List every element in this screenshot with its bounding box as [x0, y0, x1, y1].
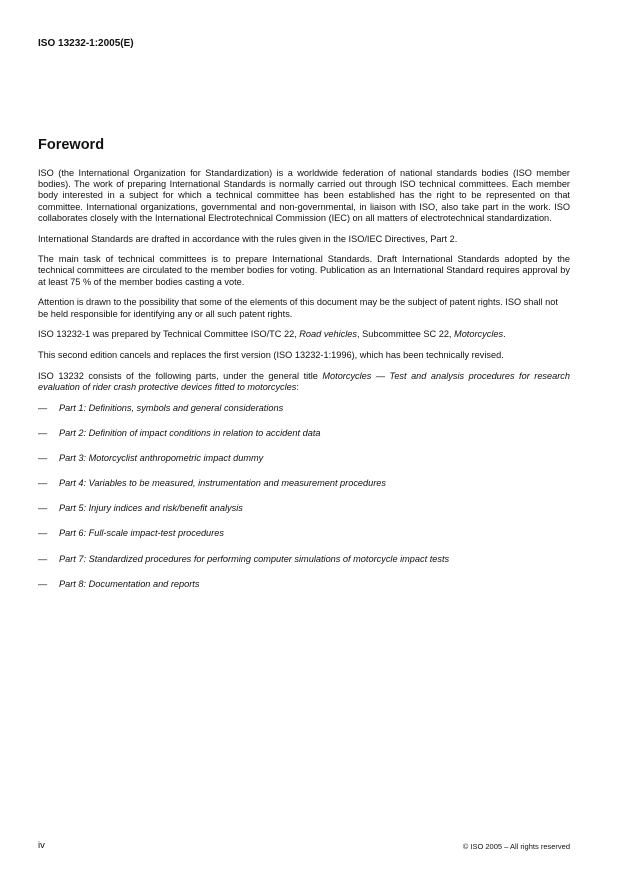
prepared-by-text: ISO 13232-1 was prepared by Technical Committee ISO/TC 22, [38, 329, 300, 340]
dash-bullet: — [38, 452, 48, 463]
paragraph-parts-intro [38, 371, 570, 393]
parts-intro-end: : [296, 381, 299, 392]
page-number: iv [38, 840, 45, 851]
dash-bullet: — [38, 553, 48, 564]
dash-bullet: — [38, 427, 48, 438]
paragraph-prepared-by [38, 329, 570, 340]
dash-bullet: — [38, 478, 48, 489]
part-title: Part 2: Definition of impact conditions in relation to accident data [59, 427, 321, 438]
list-item [38, 503, 570, 528]
paragraph-committees: The main task of technical committees is to prepare International Standards. Draft International Standards adopted by the technical committees are circulated to the member bodies for voting. Publication as an International Standard requires approval by at least 75 % of the member bodies casting a vote. [38, 254, 570, 287]
part-title: Part 4: Variables to be measured, instrumentation and measurement procedures [59, 478, 387, 489]
part-title: Part 8: Documentation and reports [59, 578, 200, 589]
paragraph-iso-intro: ISO (the International Organization for Standardization) is a worldwide federation of national standards bodies (ISO member bodies). The work of preparing International Standards is normally carried out through ISO technical committees. Each member body interested in a subject for which a technical committee has been established has the right to be represented on that committee. International organizations, governmental and non-governmental, in liaison with ISO, also take part in the work. ISO collaborates closely with the International Electrotechnical Commission (IEC) on all matters of electrotechnical standardization. [38, 168, 570, 223]
part-title: Part 3: Motorcyclist anthropometric impact dummy [59, 452, 264, 463]
document-id-header: ISO 13232-1:2005(E) [38, 38, 134, 49]
list-item [38, 554, 570, 579]
list-item [38, 528, 570, 553]
paragraph-drafting-rules: International Standards are drafted in accordance with the rules given in the ISO/IEC Directives, Part 2. [38, 233, 458, 244]
list-item [38, 453, 570, 478]
paragraph-patent-rights: Attention is drawn to the possibility that some of the elements of this document may be the subject of patent rights. ISO shall not be held responsible for identifying any or all such patent rights. [38, 297, 558, 319]
parts-list [38, 403, 570, 605]
part-title: Part 6: Full-scale impact-test procedures [59, 528, 224, 539]
prepared-by-end: . [503, 329, 506, 340]
list-item [38, 428, 570, 453]
list-item [38, 403, 570, 428]
dash-bullet: — [38, 528, 48, 539]
part-title: Part 5: Injury indices and risk/benefit analysis [59, 503, 243, 514]
dash-bullet: — [38, 578, 48, 589]
paragraph-edition: This second edition cancels and replaces the first version (ISO 13232-1:1996), which has been technically revised. [38, 349, 504, 360]
subcommittee-text: , Subcommittee SC 22, [357, 329, 455, 340]
committee-name: Road vehicles [299, 329, 358, 340]
foreword-body [38, 168, 570, 604]
subcommittee-name: Motorcycles [454, 329, 504, 340]
part-title: Part 1: Definitions, symbols and general considerations [59, 402, 284, 413]
page-title: Foreword [38, 137, 105, 153]
dash-bullet: — [38, 503, 48, 514]
list-item [38, 478, 570, 503]
list-item [38, 579, 570, 604]
parts-intro-text: ISO 13232 consists of the following parts, under the general title [38, 370, 323, 381]
dash-bullet: — [38, 402, 48, 413]
part-title: Part 7: Standardized procedures for performing computer simulations of motorcycle impact tests [59, 553, 450, 564]
general-title: Motorcycles — Test and analysis procedures for research evaluation of rider crash protective devices fitted to motorcycles [38, 370, 570, 392]
copyright-notice: © ISO 2005 – All rights reserved [462, 842, 570, 851]
